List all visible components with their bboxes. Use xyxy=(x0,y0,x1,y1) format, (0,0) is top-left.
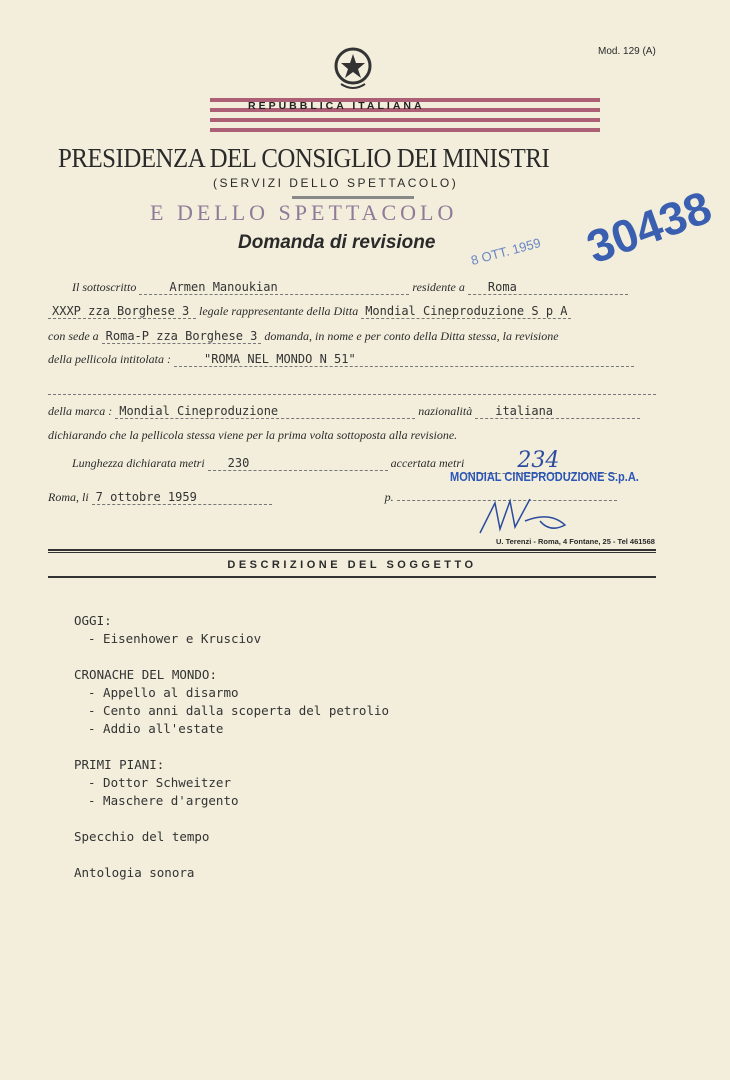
label: Il sottoscritto xyxy=(72,280,137,294)
list-item: - Cento anni dalla scoperta del petrolio xyxy=(88,703,390,718)
date-field[interactable]: 7 ottobre 1959 xyxy=(92,490,272,505)
company-stamp: MONDIAL CINEPRODUZIONE S.p.A. xyxy=(450,469,639,484)
ditta-field[interactable]: Mondial Cineproduzione S p A xyxy=(361,304,571,319)
antologia-item: Antologia sonora xyxy=(74,865,195,880)
address-field[interactable]: XXXP zza Borghese 3 xyxy=(48,304,196,319)
list-item: - Dottor Schweitzer xyxy=(88,775,231,790)
row-ditta xyxy=(48,304,656,319)
specchio-item: Specchio del tempo xyxy=(74,829,210,844)
republic-label: REPUBBLICA ITALIANA xyxy=(248,100,425,112)
label: Roma, li xyxy=(48,490,89,504)
lunghezza-field[interactable]: 230 xyxy=(208,456,388,471)
form-code: Mod. 129 (A) xyxy=(598,46,656,57)
protocol-stamp: 30438 xyxy=(579,180,718,274)
pellicola-field[interactable]: "ROMA NEL MONDO N 51" xyxy=(174,352,634,367)
cronache-title: CRONACHE DEL MONDO: xyxy=(74,667,217,682)
oggi-title: OGGI: xyxy=(74,613,112,628)
republic-emblem-icon xyxy=(333,46,373,91)
row-sottoscritto xyxy=(48,280,656,295)
ghost-stamp: E DELLO SPETTACOLO xyxy=(150,200,458,225)
declaration-text: dichiarando che la pellicola stessa viene per la prima volta sottoposta alla revisione. xyxy=(48,428,458,442)
department-label: (SERVIZI DELLO SPETTACOLO) xyxy=(213,176,459,190)
printer-credit: U. Terenzi - Roma, 4 Fontane, 25 - Tel 461568 xyxy=(496,537,655,546)
signature-icon xyxy=(470,495,590,535)
sottoscritto-field[interactable]: Armen Manoukian xyxy=(139,280,409,295)
page-title: Domanda di revisione xyxy=(238,232,436,253)
list-item: - Maschere d'argento xyxy=(88,793,239,808)
label: con sede a xyxy=(48,329,99,343)
list-item: - Eisenhower e Krusciov xyxy=(88,631,262,646)
label: Lunghezza dichiarata metri xyxy=(72,456,205,470)
label: domanda, in nome e per conto della Ditta stessa, la revisione xyxy=(264,329,559,343)
row-sede xyxy=(48,329,656,344)
blank-line xyxy=(48,394,656,395)
divider xyxy=(292,196,414,199)
nazionalita-field[interactable]: italiana xyxy=(475,404,640,419)
marca-field[interactable]: Mondial Cineproduzione xyxy=(115,404,415,419)
label: della marca : xyxy=(48,404,113,418)
label: p. xyxy=(384,490,394,504)
stamp-date: 8 OTT. 1959 xyxy=(469,234,543,269)
authority-title: PRESIDENZA DEL CONSIGLIO DEI MINISTRI xyxy=(58,143,550,173)
divider xyxy=(48,576,656,578)
label: della pellicola intitolata : xyxy=(48,352,171,366)
divider xyxy=(48,549,656,553)
accertata-field[interactable]: 234 xyxy=(467,449,617,474)
residente-field[interactable]: Roma xyxy=(468,280,628,295)
description-body xyxy=(74,612,389,882)
primi-title: PRIMI PIANI: xyxy=(74,757,165,772)
section-title: DESCRIZIONE DEL SOGGETTO xyxy=(227,559,477,571)
list-item: - Appello al disarmo xyxy=(88,685,239,700)
row-pellicola xyxy=(48,352,656,367)
row-marca xyxy=(48,404,656,419)
label: legale rappresentante della Ditta xyxy=(199,304,359,318)
sede-field[interactable]: Roma-P zza Borghese 3 xyxy=(102,329,262,344)
label: accertata metri xyxy=(390,456,465,470)
label: nazionalità xyxy=(418,404,473,418)
label: residente a xyxy=(412,280,465,294)
list-item: - Addio all'estate xyxy=(88,721,224,736)
